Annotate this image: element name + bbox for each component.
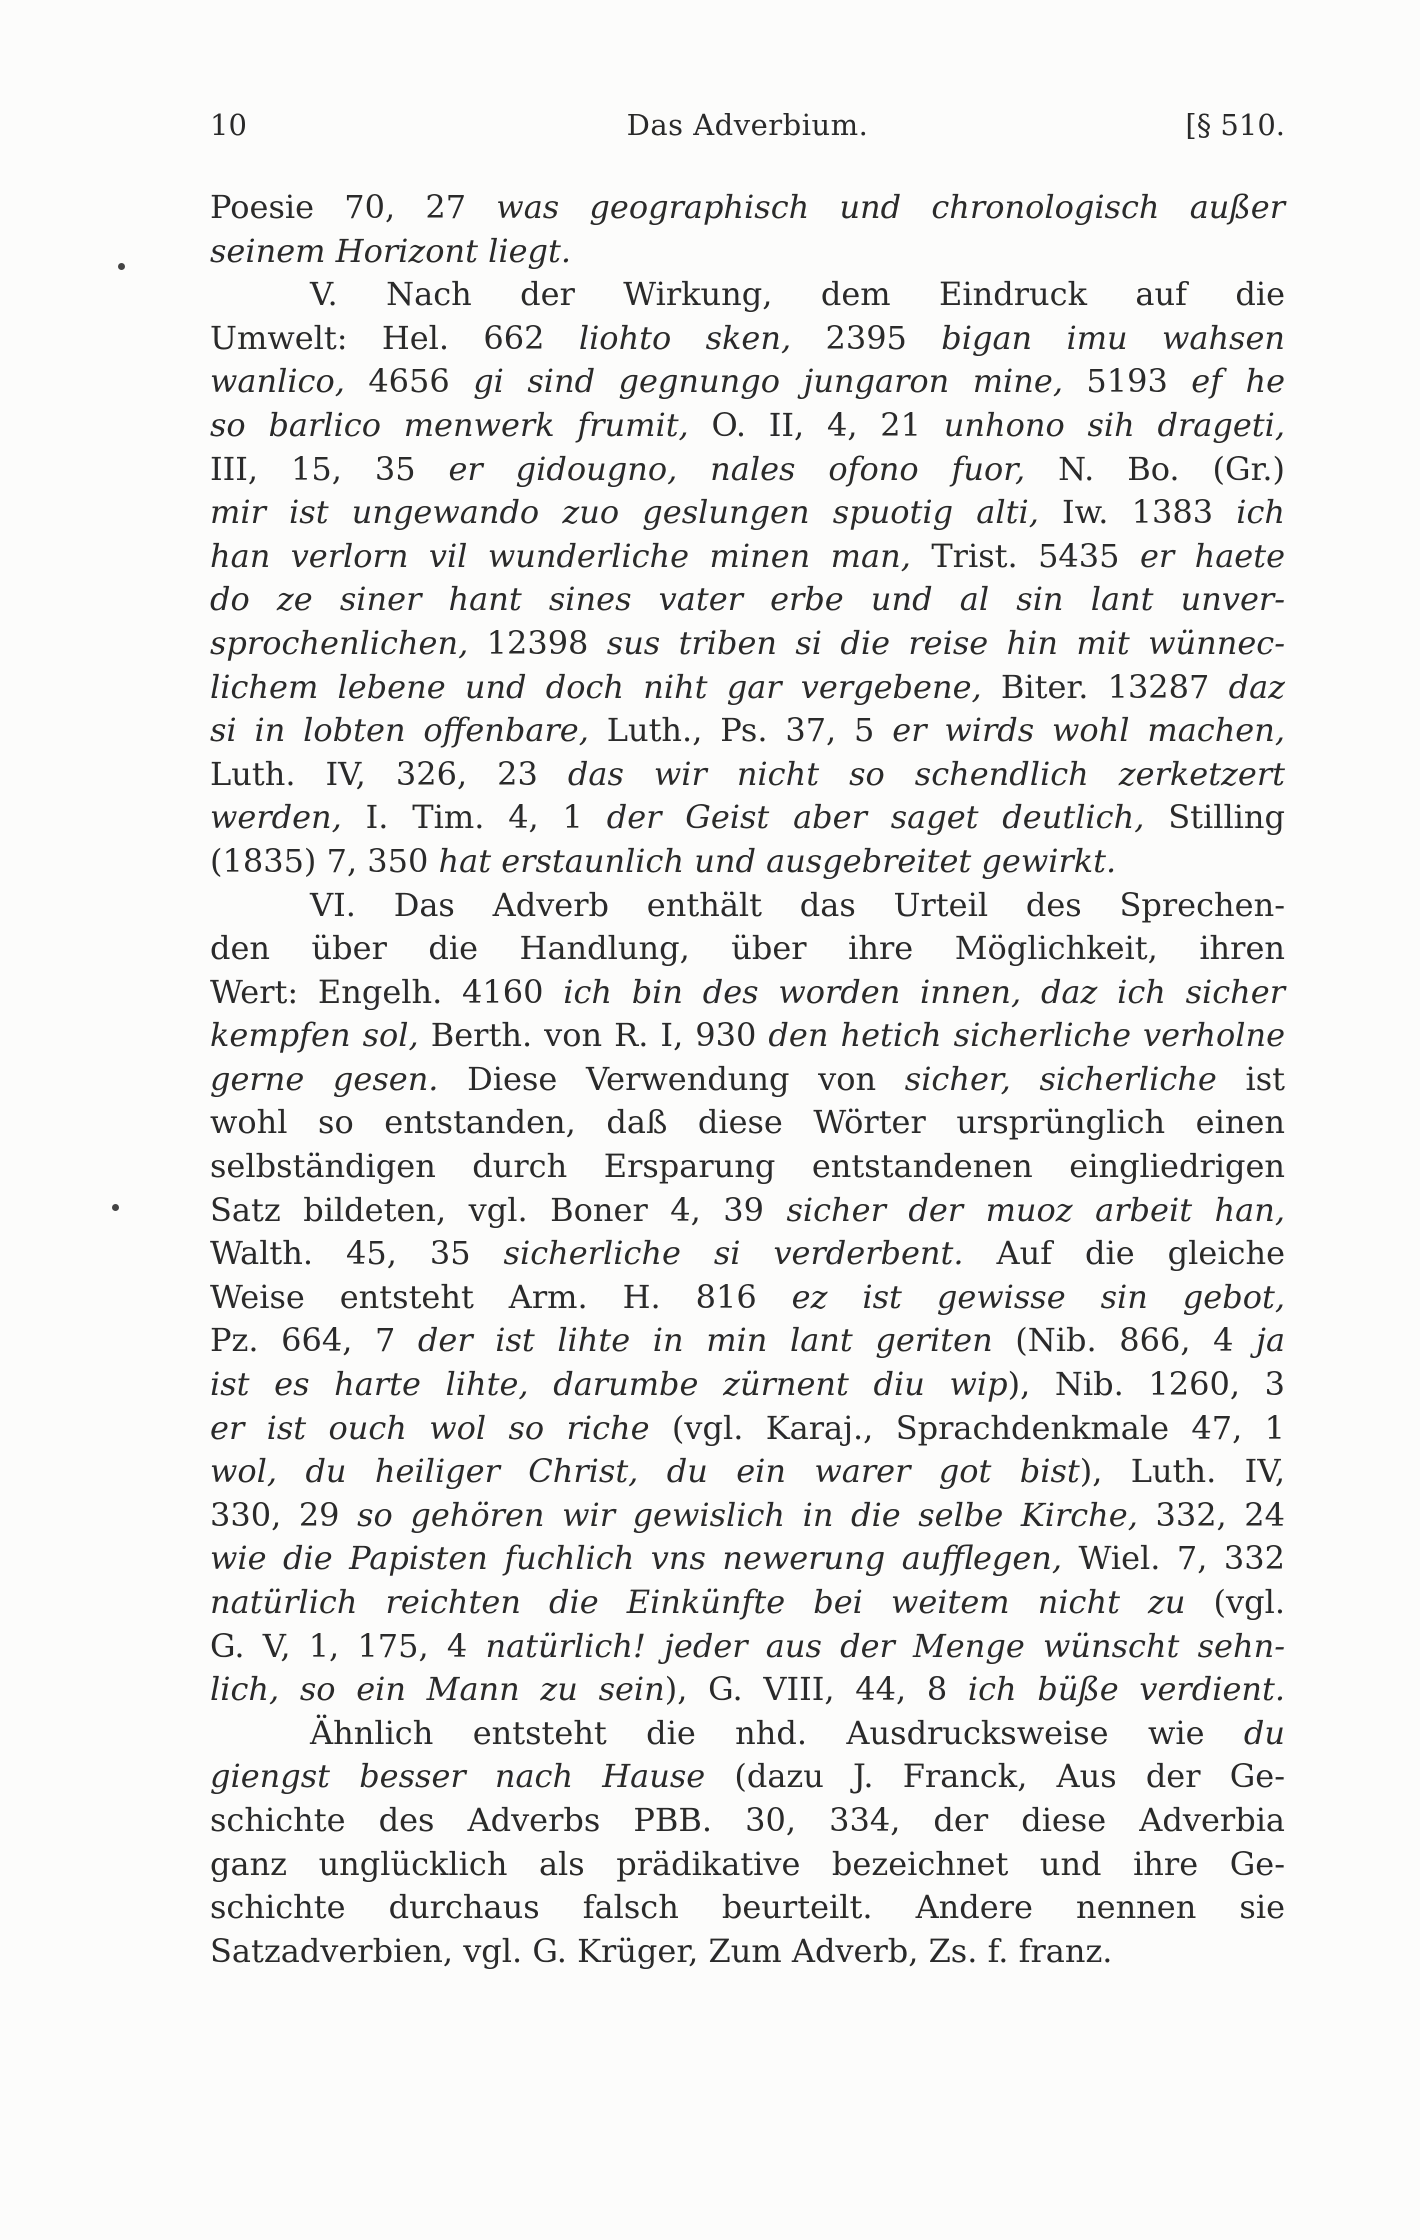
italic-quotation: ich [1236, 493, 1286, 532]
italic-quotation: seinem Horizont liegt. [210, 231, 572, 270]
italic-quotation: ja [1256, 1321, 1286, 1360]
text-run: ist [1216, 1059, 1286, 1098]
text-run: (vgl. [1185, 1583, 1286, 1621]
text-line [210, 448, 1285, 492]
text-run: (vgl. Karaj., Sprachdenkmale 47, 1 [649, 1408, 1286, 1447]
text-run: 332, 24 [1137, 1495, 1286, 1534]
margin-dot-mark [118, 263, 125, 270]
text-line [210, 1625, 1285, 1669]
text-line [210, 1189, 1285, 1233]
italic-quotation: du [1243, 1713, 1285, 1752]
text-line [210, 1232, 1285, 1276]
italic-quotation: er wirds wohl machen, [892, 711, 1286, 750]
text-line [210, 404, 1285, 448]
italic-quotation: lichem lebene und doch niht gar vergebene, [210, 667, 982, 706]
text-run: (1835) 7, 350 [210, 841, 439, 880]
text-run: Wert: Engelh. 4160 [210, 972, 564, 1011]
text-line [210, 1537, 1285, 1581]
text-run: 330, 29 [210, 1495, 358, 1534]
text-line [210, 840, 1285, 884]
text-run: Wiel. 7, 332 [1062, 1539, 1286, 1578]
italic-quotation: der Geist aber saget deutlich, [606, 798, 1145, 837]
text-line [210, 317, 1285, 361]
italic-quotation: er gidougno, nales ofono fuor, [448, 449, 1026, 488]
text-line [210, 1843, 1285, 1887]
text-line [210, 1581, 1285, 1625]
text-run: Auf die gleiche [963, 1234, 1286, 1273]
text-run: ), Luth. IV, [1079, 1452, 1285, 1491]
text-run: III, 15, 35 [210, 449, 449, 488]
text-run: Walth. 45, 35 [210, 1234, 504, 1273]
text-line [210, 360, 1285, 404]
text-run: VI. Das Adverb enthält das Urteil des Sprechen- [310, 885, 1285, 924]
italic-quotation: kempfen sol, [210, 1016, 419, 1055]
text-line [210, 1363, 1285, 1407]
text-line [210, 884, 1285, 928]
text-run: I. Tim. 4, 1 [341, 798, 607, 837]
text-line [210, 491, 1285, 535]
italic-quotation: sicher der muoz arbeit han, [786, 1190, 1286, 1229]
italic-quotation: si in lobten offenbare, [210, 711, 589, 750]
italic-quotation: natürlich reichten die Einkünfte bei weitem nicht zu [210, 1583, 1186, 1621]
italic-quotation: der ist lihte in min lant geriten [417, 1321, 993, 1360]
text-run: V. Nach der Wirkung, dem Eindruck auf die [310, 275, 1285, 314]
italic-quotation: daz [1228, 667, 1285, 706]
text-line [210, 1799, 1285, 1843]
italic-quotation: er haete [1139, 536, 1286, 575]
text-line [210, 578, 1285, 622]
text-run: Luth., Ps. 37, 5 [588, 711, 893, 750]
italic-quotation: sicher, sicherliche [904, 1059, 1217, 1098]
italic-quotation: ich büße verdient. [967, 1670, 1286, 1709]
text-line [210, 230, 1285, 274]
running-title: Das Adverbium. [626, 108, 869, 142]
italic-quotation: bigan imu wahsen [941, 318, 1286, 357]
text-line [210, 1886, 1285, 1930]
italic-quotation: mir ist ungewando zuo geslungen spuotig alti, [210, 493, 1039, 532]
text-line [210, 1494, 1285, 1538]
text-run: Biter. 13287 [981, 667, 1229, 706]
text-run: Berth. von R. I, 930 [418, 1016, 769, 1055]
italic-quotation: sus triben si die reise hin mit wünnec- [606, 623, 1286, 662]
italic-quotation: liohto sken, [578, 318, 792, 357]
text-line [210, 796, 1285, 840]
text-line [210, 1668, 1285, 1712]
text-run: 4656 [344, 362, 474, 401]
text-line [210, 753, 1285, 797]
italic-quotation: sprochenlichen, [210, 623, 469, 662]
italic-quotation: wie die Papisten fuchlich vns newerung aufflegen, [210, 1539, 1063, 1578]
text-run: Iw. 1383 [1038, 493, 1237, 532]
margin-dot-mark [112, 1204, 119, 1211]
text-line [210, 1450, 1285, 1494]
text-run: Weise entsteht Arm. H. 816 [210, 1277, 792, 1316]
text-line [210, 1276, 1285, 1320]
page-number: 10 [210, 108, 247, 142]
italic-quotation: so gehören wir gewislich in die selbe Kirche, [357, 1495, 1138, 1534]
italic-quotation: ich bin des worden innen, daz ich sicher [563, 972, 1286, 1011]
text-line [210, 535, 1285, 579]
italic-quotation: do ze siner hant sines vater erbe und al sin lant unver- [210, 580, 1285, 619]
italic-quotation: wanlico, [210, 362, 345, 401]
text-line [210, 971, 1285, 1015]
text-run: wohl so entstanden, daß diese Wörter ursprünglich einen [210, 1103, 1285, 1142]
text-line [210, 1407, 1285, 1451]
section-marker: [§ 510. [1185, 108, 1285, 142]
text-run: 2395 [791, 318, 942, 357]
italic-quotation: han verlorn vil wunderliche minen man, [210, 536, 911, 575]
text-run: (dazu J. Franck, Aus der Ge- [705, 1757, 1286, 1796]
text-run: Diese Verwendung von [438, 1059, 905, 1098]
text-run: Ähnlich entsteht die nhd. Ausdrucksweise wie [310, 1713, 1244, 1752]
italic-quotation: so barlico menwerk frumit, [210, 405, 689, 444]
text-line [210, 622, 1285, 666]
text-run: 12398 [468, 623, 607, 662]
text-run: den über die Handlung, über ihre Möglichkeit, ihren [210, 929, 1285, 968]
page-header [210, 105, 1285, 145]
text-run: Stilling [1144, 798, 1286, 837]
italic-quotation: gi sind gegnungo jungaron mine, [473, 362, 1063, 401]
text-run: Pz. 664, 7 [210, 1321, 418, 1360]
text-line [210, 1319, 1285, 1363]
italic-quotation: den hetich sicherliche verholne [768, 1016, 1286, 1055]
text-run: G. V, 1, 175, 4 [210, 1626, 486, 1665]
text-run: 5193 [1063, 362, 1192, 401]
text-run: (Nib. 866, 4 [992, 1321, 1257, 1360]
italic-quotation: gerne gesen. [210, 1059, 439, 1098]
text-run: O. II, 4, 21 [688, 405, 944, 444]
text-run: Umwelt: Hel. 662 [210, 318, 579, 357]
italic-quotation: sicherliche si verderbent. [503, 1234, 964, 1273]
text-line [210, 709, 1285, 753]
text-run: ganz unglücklich als prädikative bezeichnet und ihre Ge- [210, 1844, 1285, 1883]
italic-quotation: er ist ouch wol so riche [210, 1408, 650, 1447]
italic-quotation: natürlich! jeder aus der Menge wünscht sehn- [485, 1626, 1286, 1665]
text-run: Poesie 70, 27 [210, 188, 497, 226]
text-line [210, 1058, 1285, 1102]
italic-quotation: hat erstaunlich und ausgebreitet gewirkt. [438, 841, 1117, 880]
text-run: schichte durchaus falsch beurteilt. Andere nennen sie [210, 1888, 1285, 1927]
italic-quotation: wol, du heiliger Christ, du ein warer got bist [210, 1452, 1080, 1491]
italic-quotation: giengst besser nach Hause [210, 1757, 706, 1796]
text-run: ), G. VIII, 44, 8 [664, 1670, 968, 1709]
italic-quotation: ist es harte lihte, darumbe zürnent diu wip [210, 1365, 1008, 1404]
italic-quotation: lich, so ein Mann zu sein [210, 1670, 665, 1709]
text-line [210, 1755, 1285, 1799]
text-run: Satz bildeten, vgl. Boner 4, 39 [210, 1190, 787, 1229]
body-text [210, 186, 1285, 1973]
text-line [210, 1712, 1285, 1756]
italic-quotation: ez ist gewisse sin gebot, [791, 1277, 1286, 1316]
text-line [210, 1014, 1285, 1058]
italic-quotation: was geographisch und chronologisch außer [496, 188, 1286, 226]
text-line [210, 273, 1285, 317]
text-run: Luth. IV, 326, 23 [210, 754, 568, 793]
italic-quotation: unhono sih drageti, [943, 405, 1286, 444]
text-line [210, 666, 1285, 710]
italic-quotation: das wir nicht so schendlich zerketzert [567, 754, 1286, 793]
text-run: Satzadverbien, vgl. G. Krüger, Zum Adverb, Zs. f. franz. [210, 1931, 1113, 1970]
italic-quotation: ef he [1191, 362, 1286, 401]
text-run: N. Bo. (Gr.) [1025, 449, 1286, 488]
text-line [210, 186, 1285, 230]
text-run: ), Nib. 1260, 3 [1007, 1365, 1286, 1404]
text-run: schichte des Adverbs PBB. 30, 334, der diese Adverbia [210, 1800, 1285, 1839]
text-run: selbständigen durch Ersparung entstandenen eingliedrigen [210, 1147, 1285, 1186]
italic-quotation: werden, [210, 798, 342, 837]
text-line [210, 927, 1285, 971]
text-line [210, 1930, 1285, 1974]
text-line [210, 1101, 1285, 1145]
text-line [210, 1145, 1285, 1189]
text-run: Trist. 5435 [910, 536, 1140, 575]
